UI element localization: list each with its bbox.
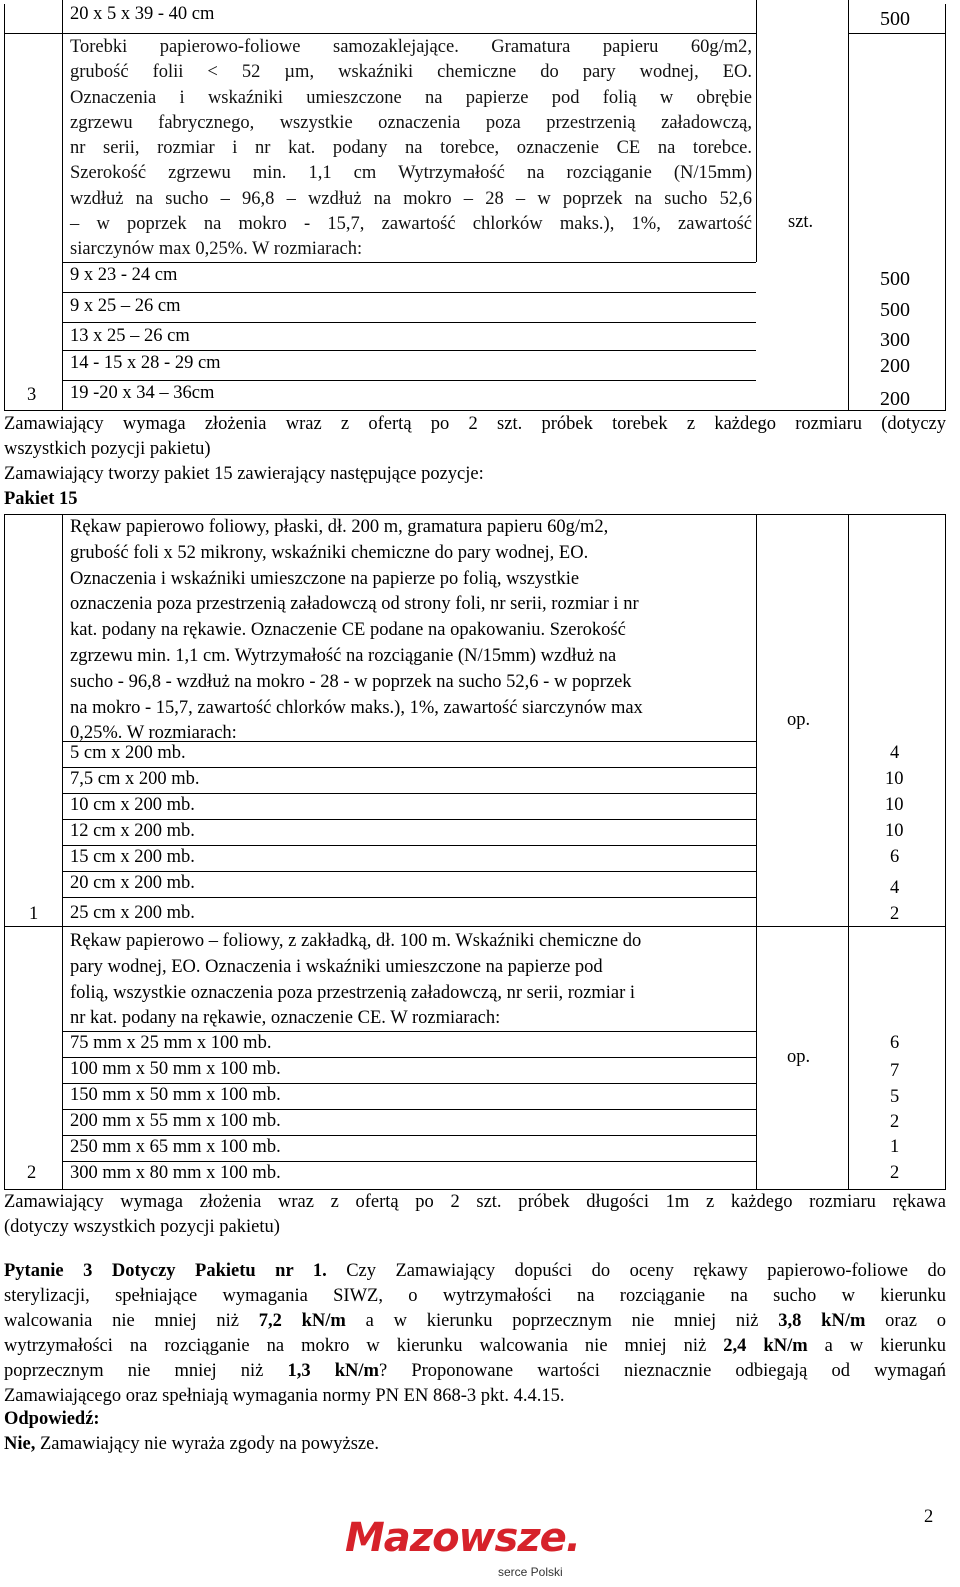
table2-item2-qty-0: 6 (890, 1033, 900, 1053)
table2-item1-size-3: 12 cm x 200 mb. (70, 821, 195, 841)
note-samples-bags: Zamawiający wymaga złożenia wraz z ofertą po 2 szt. próbek torebek z każdego rozmiaru (dotyczy wszystkich pozycji pakietu) (4, 414, 946, 459)
table2-item2-size-0: 75 mm x 25 mm x 100 mb. (70, 1033, 272, 1053)
table2-item1-size-1: 7,5 cm x 200 mb. (70, 769, 200, 789)
table2-item2-qty-2: 5 (890, 1087, 900, 1107)
answer-text: Nie, Zamawiający nie wyraża zgody na powyższe. (4, 1434, 379, 1454)
table1-qty-3: 200 (880, 355, 910, 377)
table2-item1-qty-1: 10 (885, 769, 904, 789)
answer-label: Odpowiedź: (4, 1409, 100, 1429)
question-paragraph: Pytanie 3 Dotyczy Pakietu nr 1. Czy Zamawiający dopuści do oceny rękawy papierowo-foliowe do sterylizacji, spełniające wymagania SIWZ, o wytrzymałości na rozciąganie na sucho w kierunku walcowania nie mniej niż 7,2 kN/m a w kierunku poprzecznym nie mniej niż 3,8 kN/m oraz o wytrzymałości na rozciąganie na mokro w kierunku walcowania nie mniej niż 2,4 kN/m a w kierunku poprzecznym nie mniej niż 1,3 kN/m? Proponowane wartości nieznacznie odbiegają od wymagań Zamawiającego oraz spełniają wymagania normy PN EN 868-3 pkt. 4.4.15. (4, 1261, 947, 1406)
table1-top-size: 20 x 5 x 39 - 40 cm (70, 4, 215, 24)
table2-item1-qty-4: 6 (890, 847, 900, 867)
table2-item1-size-6: 25 cm x 200 mb. (70, 903, 195, 923)
table1-lp: 3 (27, 385, 37, 405)
table2-item2-qty-4: 1 (890, 1137, 900, 1157)
table2-item2-size-1: 100 mm x 50 mm x 100 mb. (70, 1059, 281, 1079)
table2-item2-qty-3: 2 (890, 1112, 900, 1132)
table2-item2-lp: 2 (27, 1163, 37, 1183)
note-samples-sleeves: Zamawiający wymaga złożenia wraz z ofertą po 2 szt. próbek długości 1m z każdego rozmiaru rękawa (dotyczy wszystkich pozycji pakietu) (4, 1192, 946, 1237)
table2-item2-size-3: 200 mm x 55 mm x 100 mb. (70, 1111, 281, 1131)
table1-qty-1: 500 (880, 299, 910, 321)
table2-item1-size-2: 10 cm x 200 mb. (70, 795, 195, 815)
table2-item1-qty-5: 4 (890, 878, 900, 898)
table2-item2-size-2: 150 mm x 50 mm x 100 mb. (70, 1085, 281, 1105)
table2-item1-lp: 1 (29, 904, 39, 924)
table1-size-2: 13 x 25 – 26 cm (70, 326, 190, 346)
question-label: Pytanie 3 Dotyczy Pakietu nr 1. (4, 1261, 327, 1281)
table2-item1-size-0: 5 cm x 200 mb. (70, 743, 186, 763)
mazowsze-logo: Mazowsze. (345, 1515, 580, 1561)
table1-size-0: 9 x 23 - 24 cm (70, 265, 178, 285)
table1-unit: szt. (788, 212, 814, 232)
pakiet-title: Pakiet 15 (4, 489, 78, 509)
table1-size-1: 9 x 25 – 26 cm (70, 296, 181, 316)
table2-item2-qty-5: 2 (890, 1163, 900, 1183)
table2-item1-size-5: 20 cm x 200 mb. (70, 873, 195, 893)
table1-qty-2: 300 (880, 329, 910, 351)
table2-item2-size-4: 250 mm x 65 mm x 100 mb. (70, 1137, 281, 1157)
table2-item1-description: Rękaw papierowo foliowy, płaski, dł. 200 m, gramatura papieru 60g/m2, grubość foli x 52 mikrony, wskaźniki chemiczne do pary wodnej, EO. Oznaczenia i wskaźniki umieszczone na papierze po folią, wszystkie oznaczenia poza przestrzenią załadowczą od strony foli, nr serii, rozmiar i nr kat. podany na rękawie. Oznaczenie CE podane na opakowaniu. Szerokość zgrzewu min. 1,1 cm. Wytrzymałość na rozciąganie (N/15mm) wzdłuż na sucho - 96,8 - wzdłuż na mokro - 28 - w poprzek na sucho 52,6 - w poprzek na mokro - 15,7, zawartość chlorków maks.), 1%, zawartość siarczynów max 0,25%. W rozmiarach: (70, 517, 643, 744)
table1-qty-4: 200 (880, 388, 910, 410)
pakiet-intro: Zamawiający tworzy pakiet 15 zawierający następujące pozycje: (4, 464, 484, 484)
table2-item1-unit: op. (787, 710, 811, 730)
table1-size-3: 14 - 15 x 28 - 29 cm (70, 353, 221, 373)
table1-qty-0: 500 (880, 268, 910, 290)
table2-item2-description: Rękaw papierowo – foliowy, z zakładką, dł. 100 m. Wskaźniki chemiczne do pary wodnej, EO. Oznaczenia i wskaźniki umieszczone na papierze pod folią, wszystkie oznaczenia poza przestrzenią załadowczą, nr serii, rozmiar i nr kat. podany na rękawie, oznaczenie CE. W rozmiarach: (70, 931, 642, 1029)
table2-item2-unit: op. (787, 1047, 811, 1067)
table2-item2-qty-1: 7 (890, 1061, 900, 1081)
table2-item1-qty-3: 10 (885, 821, 904, 841)
table2-item1-qty-2: 10 (885, 795, 904, 815)
table1-top-qty: 500 (880, 8, 910, 30)
table2-item1-qty-6: 2 (890, 904, 900, 924)
page-number: 2 (924, 1507, 934, 1527)
logo-tagline: serce Polski (498, 1565, 563, 1579)
table2-item1-size-4: 15 cm x 200 mb. (70, 847, 195, 867)
table2-item2-size-5: 300 mm x 80 mm x 100 mb. (70, 1163, 281, 1183)
table2-item1-qty-0: 4 (890, 743, 900, 763)
table1-description: Torebki papierowo-foliowe samozaklejające. Gramatura papieru 60g/m2, grubość folii < 52 µm, wskaźniki chemiczne do pary wodnej, EO. Oznaczenia i wskaźniki umieszczone na papierze pod folią w obrębie zgrzewu fabrycznego, wszystkie oznaczenia poza przestrzenią załadowczą, nr serii, rozmiar i nr kat. podany na torebce, oznaczenie CE na torebce. Szerokość zgrzewu min. 1,1 cm Wytrzymałość na rozciąganie (N/15mm) wzdłuż na sucho – 96,8 – wzdłuż na mokro – 28 – w poprzek na sucho 52,6 – w poprzek na mokro - 15,7, zawartość chlorków maks.), 1%, zawartość siarczynów max 0,25%. W rozmiarach: (70, 37, 752, 260)
table1-size-4: 19 -20 x 34 – 36cm (70, 383, 215, 403)
